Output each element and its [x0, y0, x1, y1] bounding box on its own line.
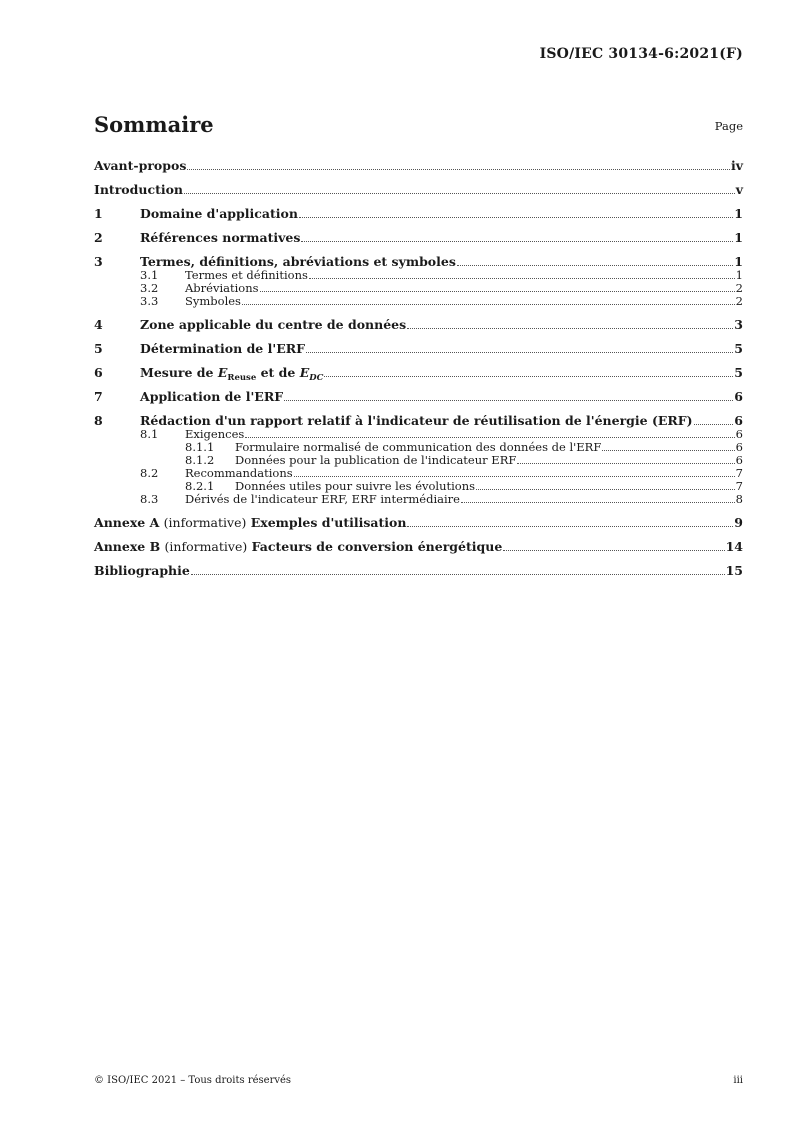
toc-title: Domaine d'application [140, 206, 298, 221]
toc-entry-annexe-b[interactable] [94, 539, 743, 554]
toc-title: Données pour la publication de l'indicateur ERF [235, 453, 517, 467]
energy-variable: E [217, 365, 228, 380]
toc-entry-1[interactable] [94, 206, 743, 221]
toc-number: 7 [94, 389, 103, 404]
toc-number: 3 [94, 254, 103, 269]
toc-entry-5[interactable] [94, 341, 743, 356]
toc-title: Formulaire normalisé de communication des données de l'ERF [235, 440, 602, 454]
dot-leader [306, 351, 733, 353]
dot-leader [694, 423, 734, 425]
toc-title: Détermination de l'ERF [140, 341, 305, 356]
toc-number: 3.3 [140, 294, 159, 308]
toc-title: Zone applicable du centre de données [140, 317, 407, 332]
annex-title: Facteurs de conversion énergétique [251, 539, 503, 554]
subscript-dc: DC [309, 373, 324, 383]
annex-prefix: Annexe B [94, 539, 161, 554]
toc-number: 8.1.1 [185, 440, 215, 454]
toc-page: 2 [735, 294, 743, 308]
annex-note: (informative) [163, 515, 247, 530]
toc-number: 4 [94, 317, 103, 332]
toc-title: Abréviations [185, 281, 259, 295]
toc-entry-8[interactable] [94, 413, 743, 428]
dot-leader [299, 216, 733, 218]
toc-title [94, 539, 502, 554]
toc-title [94, 515, 406, 530]
toc-number: 8.2 [140, 466, 159, 480]
toc-page: 6 [735, 453, 743, 467]
dot-leader [284, 399, 733, 401]
dot-leader [294, 475, 735, 477]
toc-page: 6 [735, 427, 743, 441]
footer-page-number: iii [733, 1075, 743, 1086]
energy-variable: E [299, 365, 310, 380]
page-title: Sommaire [94, 112, 214, 137]
toc-title: Données utiles pour suivre les évolutions [235, 479, 476, 493]
toc-number: 8.3 [140, 492, 159, 506]
toc-page: 1 [735, 268, 743, 282]
toc-entry-introduction[interactable] [94, 182, 743, 197]
toc-page: 5 [734, 365, 743, 380]
toc-title: Termes, définitions, abréviations et symboles [140, 254, 456, 269]
toc-page: 1 [734, 206, 743, 221]
dot-leader [191, 573, 725, 575]
toc-number: 8.1.2 [185, 453, 215, 467]
toc-title: Exigences [185, 427, 245, 441]
toc-page: 3 [734, 317, 743, 332]
toc-entry-7[interactable] [94, 389, 743, 404]
toc-entry-8-3[interactable] [94, 493, 743, 506]
toc-title [140, 365, 324, 383]
annex-title: Exemples d'utilisation [250, 515, 407, 530]
toc-page: iv [730, 158, 743, 173]
toc-entry-3[interactable] [94, 254, 743, 269]
toc-number: 3.2 [140, 281, 159, 295]
dot-leader [324, 375, 733, 377]
toc-number: 3.1 [140, 268, 159, 282]
toc-entry-4[interactable] [94, 317, 743, 332]
toc-title: Bibliographie [94, 563, 190, 578]
toc-title-part: Mesure de [140, 365, 218, 380]
toc-title: Termes et définitions [185, 268, 308, 282]
toc-page: 6 [734, 413, 743, 428]
toc-number: 5 [94, 341, 103, 356]
dot-leader [476, 488, 735, 490]
toc-title-part: et de [256, 365, 300, 380]
toc-number: 2 [94, 230, 103, 245]
toc-page: 15 [725, 563, 743, 578]
dot-leader [407, 525, 733, 527]
toc-title: Références normatives [140, 230, 301, 245]
dot-leader [461, 501, 735, 503]
toc-title: Symboles [185, 294, 241, 308]
dot-leader [187, 168, 730, 170]
table-of-contents [94, 158, 743, 578]
dot-leader [301, 240, 733, 242]
dot-leader [602, 449, 734, 451]
toc-title: Dérivés de l'indicateur ERF, ERF intermédiaire [185, 492, 460, 506]
document-id: ISO/IEC 30134-6:2021(F) [539, 46, 743, 62]
toc-title: Recommandations [185, 466, 293, 480]
toc-entry-6[interactable] [94, 365, 743, 383]
annex-prefix: Annexe A [94, 515, 160, 530]
toc-number: 8 [94, 413, 103, 428]
toc-number: 8.1 [140, 427, 159, 441]
dot-leader [184, 192, 735, 194]
toc-title: Application de l'ERF [140, 389, 284, 404]
toc-page: 14 [725, 539, 743, 554]
toc-entry-avant-propos[interactable] [94, 158, 743, 173]
toc-entry-bibliographie[interactable] [94, 563, 743, 578]
toc-title: Rédaction d'un rapport relatif à l'indicateur de réutilisation de l'énergie (ERF) [140, 413, 693, 428]
dot-leader [260, 290, 735, 292]
toc-entry-annexe-a[interactable] [94, 515, 743, 530]
page-column-label: Page [714, 119, 743, 133]
toc-page: 8 [735, 492, 743, 506]
toc-page: v [735, 182, 743, 197]
footer-copyright: © ISO/IEC 2021 – Tous droits réservés [94, 1075, 292, 1086]
toc-number: 1 [94, 206, 103, 221]
toc-page: 5 [734, 341, 743, 356]
toc-entry-3-3[interactable] [94, 295, 743, 308]
toc-page: 6 [734, 389, 743, 404]
subscript-reuse: Reuse [227, 373, 257, 383]
toc-page: 1 [734, 254, 743, 269]
toc-page: 9 [734, 515, 743, 530]
toc-number: 6 [94, 365, 103, 380]
toc-number: 8.2.1 [185, 479, 215, 493]
toc-page: 2 [735, 281, 743, 295]
toc-title: Avant-propos [94, 158, 187, 173]
toc-entry-2[interactable] [94, 230, 743, 245]
toc-page: 6 [735, 440, 743, 454]
toc-page: 7 [735, 466, 743, 480]
dot-leader [242, 303, 735, 305]
toc-page: 7 [735, 479, 743, 493]
annex-note: (informative) [164, 539, 248, 554]
dot-leader [309, 277, 735, 279]
toc-title: Introduction [94, 182, 184, 197]
dot-leader [503, 549, 724, 551]
dot-leader [457, 264, 733, 266]
toc-page: 1 [734, 230, 743, 245]
dot-leader [407, 327, 733, 329]
dot-leader [245, 436, 734, 438]
dot-leader [517, 462, 734, 464]
